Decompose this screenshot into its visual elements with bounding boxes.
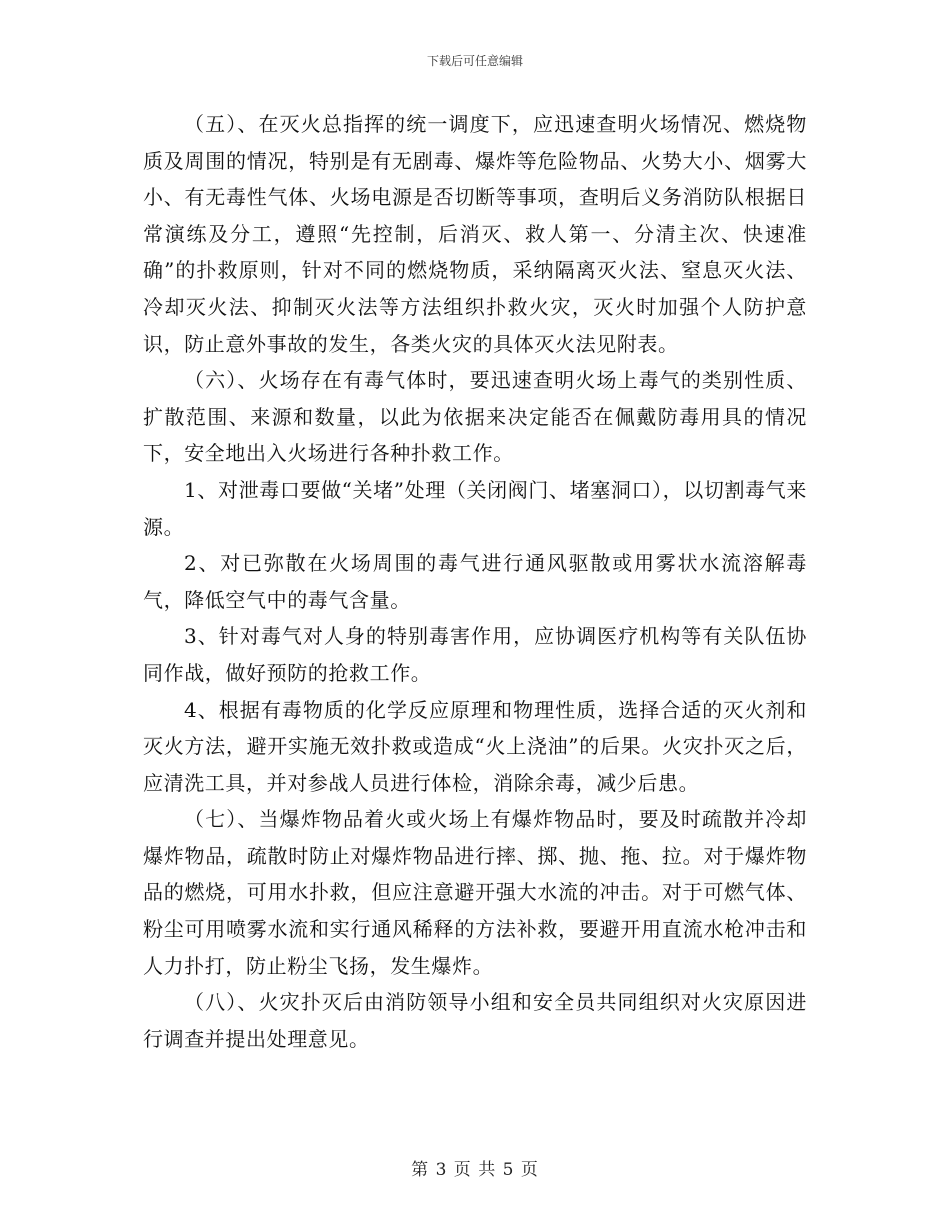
page-number: 第 3 页 共 5 页 <box>411 1160 539 1180</box>
paragraph-5: （五）、在灭火总指挥的统一调度下，应迅速查明火场情况、燃烧物质及周围的情况，特别是有无剧毒、爆炸等危险物品、火势大小、烟雾大小、有无毒性气体、火场电源是否切断等事项，查明后义务消防队根据日常演练及分工，遵照“先控制，后消灭、救人第一、分清主次、快速准确”的扑救原则，针对不同的燃烧物质，采纳隔离灭火法、窒息灭火法、冷却灭火法、抑制灭火法等方法组织扑救火灾，灭火时加强个人防护意识，防止意外事故的发生，各类火灾的具体灭火法见附表。 <box>143 112 807 356</box>
document-body <box>143 106 807 1057</box>
paragraph-item-2: 2、对已弥散在火场周围的毒气进行通风驱散或用雾状水流溶解毒气，降低空气中的毒气含量。 <box>143 551 807 612</box>
paragraph-item-4: 4、根据有毒物质的化学反应原理和物理性质，选择合适的灭火剂和灭火方法，避开实施无效扑救或造成“火上浇油”的后果。火灾扑灭之后，应清洗工具，并对参战人员进行体检，消除余毒，减少后患。 <box>143 697 807 795</box>
paragraph-item-3: 3、针对毒气对人身的特别毒害作用，应协调医疗机构等有关队伍协同作战，做好预防的抢救工作。 <box>143 624 807 685</box>
paragraph-6: （六）、火场存在有毒气体时，要迅速查明火场上毒气的类别性质、扩散范围、来源和数量，以此为依据来决定能否在佩戴防毒用具的情况下，安全地出入火场进行各种扑救工作。 <box>143 368 807 466</box>
paragraph-8: （八）、火灾扑灭后由消防领导小组和安全员共同组织对火灾原因进行调查并提出处理意见。 <box>143 990 807 1051</box>
paragraph-item-1: 1、对泄毒口要做“关堵”处理（关闭阀门、堵塞洞口），以切割毒气来源。 <box>143 477 807 539</box>
page-header: 下载后可任意编辑 <box>426 54 523 68</box>
paragraph-7: （七）、当爆炸物品着火或火场上有爆炸物品时，要及时疏散并冷却爆炸物品，疏散时防止对爆炸物品进行摔、掷、抛、拖、拉。对于爆炸物品的燃烧，可用水扑救，但应注意避开强大水流的冲击。对于可燃气体、粉尘可用喷雾水流和实行通风稀释的方法补救，要避开用直流水枪冲击和人力扑打，防止粉尘飞扬，发生爆炸。 <box>143 807 807 978</box>
